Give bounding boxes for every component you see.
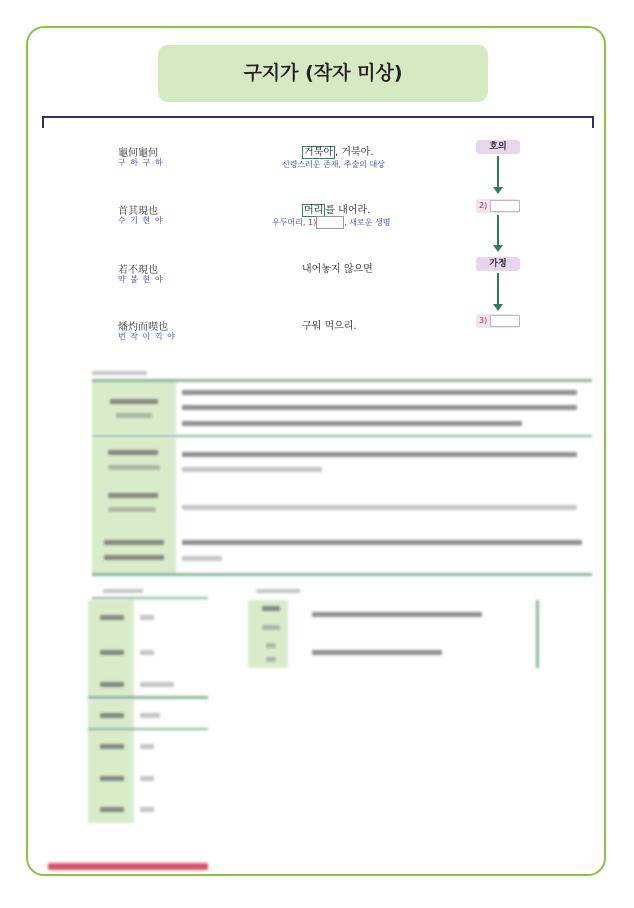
keyword-head: 머리 bbox=[304, 205, 324, 216]
reading-line-4: 번 작 이 끽 야 bbox=[118, 332, 176, 341]
note-line-1: 신령스러운 존재, 주술의 대상 bbox=[282, 160, 385, 169]
tag-hypothesis: 가정 bbox=[476, 257, 520, 271]
hanja-line-1: 龜何龜何 bbox=[118, 148, 158, 159]
note-line-2: 우두머리, 1) , 새로운 생명 bbox=[272, 218, 391, 227]
reading-line-2: 수 기 현 야 bbox=[118, 216, 164, 225]
hanja-line-3: 若不現也 bbox=[118, 265, 158, 276]
tag-friendly: 호의 bbox=[476, 140, 520, 154]
hanja-line-4: 燔灼而喫也 bbox=[118, 322, 168, 333]
hanja-line-2: 首其現也 bbox=[118, 206, 158, 217]
keyword-turtle: 거북아 bbox=[304, 147, 333, 158]
translation-line-4: 구워 먹으리. bbox=[302, 321, 357, 332]
tag-blank-3[interactable]: 3) bbox=[476, 314, 520, 328]
reading-line-1: 구 하 구 하 bbox=[118, 158, 164, 167]
translation-line-3: 내어놓지 않으면 bbox=[302, 264, 373, 275]
translation-line-1: 거북아 , 거북아. bbox=[304, 147, 374, 158]
translation-line-2: 머리 를 내어라. bbox=[304, 205, 371, 216]
reading-line-3: 약 불 현 야 bbox=[118, 275, 164, 284]
page-title: 구지가 (작자 미상) bbox=[158, 45, 488, 102]
tag-blank-2[interactable]: 2) bbox=[476, 199, 520, 213]
